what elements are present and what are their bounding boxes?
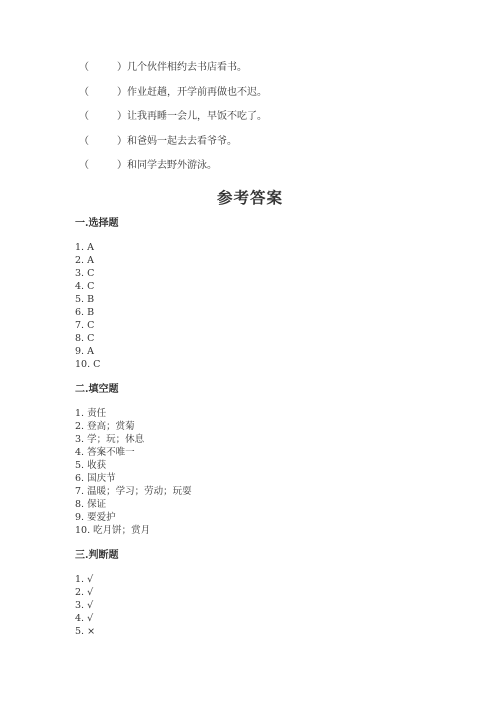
answer-item: 6. 国庆节 [75,473,116,484]
question-line [79,86,267,111]
open-paren: （ [79,62,89,73]
question-text: 几个伙伴相约去书店看书。 [127,62,247,73]
answer-item: 4. √ [75,613,94,624]
answer-item: 3. √ [75,600,94,611]
answer-item: 7. C [75,320,95,331]
answer-item: 7. 温暖；学习；劳动；玩耍 [75,486,192,497]
close-paren: ） [117,135,127,147]
question-line [79,159,267,184]
close-paren: ） [117,160,127,171]
question-line [79,110,267,135]
answer-item: 8. C [75,333,95,344]
answer-item: 1. √ [75,574,94,585]
answer-item: 4. 答案不唯一 [75,447,135,458]
question-text: 让我再睡一会儿，早饭不吃了。 [127,111,267,122]
answer-item: 6. B [75,307,95,318]
answer-item: 4. C [75,281,95,292]
answer-item: 1. 责任 [75,408,107,419]
open-paren: （ [79,135,89,147]
open-paren: （ [79,111,89,122]
answer-item: 8. 保证 [75,499,107,510]
section-true-false [75,549,118,638]
section-heading: 二.填空题 [75,384,119,395]
answer-item: 10. C [75,359,101,370]
question-text: 和同学去野外游泳。 [127,160,217,171]
open-paren: （ [79,160,89,171]
answer-title: 参考答案 [216,188,283,207]
answer-item: 3. C [75,268,95,279]
answer-item: 5. B [75,294,95,305]
answer-item: 10. 吃月饼；赏月 [75,525,151,536]
answer-item: 2. √ [75,587,94,598]
answer-item: 2. 登高；赏菊 [75,421,135,432]
section-heading: 三.判断题 [75,550,119,561]
section-fill-in-blank [75,383,192,537]
question-list [79,61,267,184]
answer-item: 9. A [75,346,94,357]
answer-list [75,573,118,638]
question-line [79,135,267,160]
answer-item: 5. × [75,626,96,637]
question-text: 作业赶趟，开学前再做也不迟。 [127,86,267,98]
answer-list [75,407,192,537]
answer-list [75,241,118,371]
close-paren: ） [117,111,127,122]
question-line [79,61,267,86]
section-heading: 一.选择题 [75,218,119,229]
close-paren: ） [117,86,127,98]
question-text: 和爸妈一起去去看爷爷。 [127,135,237,147]
answer-item: 9. 要爱护 [75,512,116,523]
answer-item: 2. A [75,255,94,266]
answer-item: 5. 收获 [75,460,107,471]
open-paren: （ [79,86,89,98]
answer-item: 3. 学；玩；休息 [75,434,145,445]
answer-item: 1. A [75,242,94,253]
section-multiple-choice [75,217,118,371]
close-paren: ） [117,62,127,73]
